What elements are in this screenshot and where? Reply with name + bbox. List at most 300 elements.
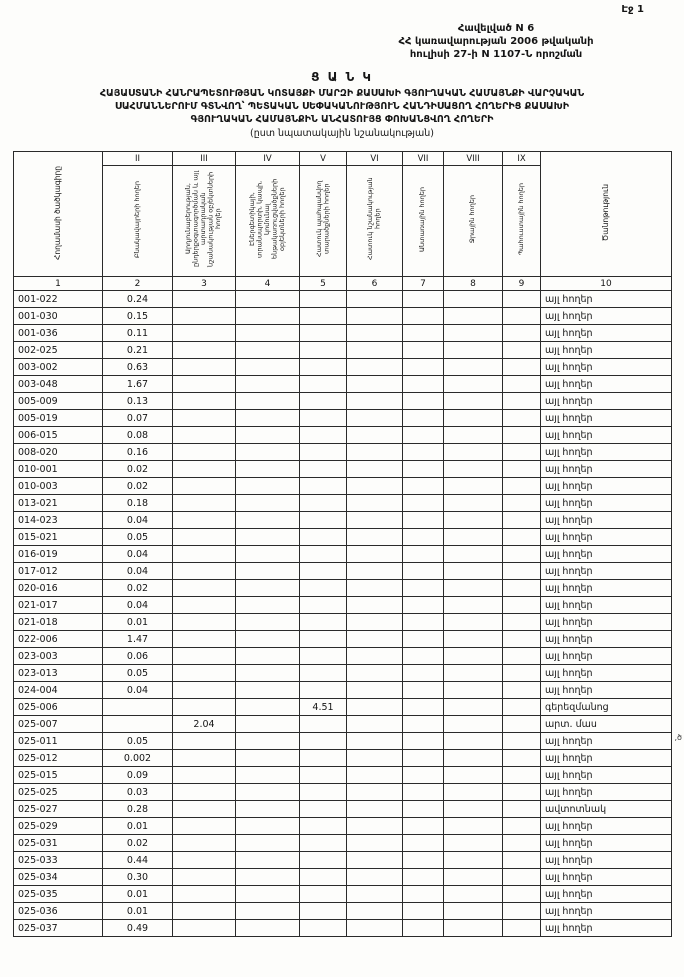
cell-area-col8	[444, 920, 503, 937]
cell-note: այլ հողեր	[541, 342, 672, 359]
cell-area-col2: 0.49	[103, 920, 173, 937]
cell-area-col2: 0.01	[103, 903, 173, 920]
cell-note: այլ հողեր	[541, 325, 672, 342]
cell-area-col7	[403, 648, 444, 665]
cell-area-col8	[444, 529, 503, 546]
cell-area-col6	[347, 716, 403, 733]
cell-note: այլ հողեր	[541, 733, 672, 750]
table-row	[14, 546, 672, 563]
cell-area-col2: 0.05	[103, 529, 173, 546]
cell-parcel-code: 001-036	[14, 325, 103, 342]
cell-area-col4	[236, 903, 300, 920]
cell-area-col8	[444, 291, 503, 308]
cell-area-col6	[347, 699, 403, 716]
cell-area-col5	[300, 427, 347, 444]
appendix-line: հուլիսի 27-ի N 1107-Ն որոշման	[409, 49, 583, 60]
cell-area-col5	[300, 648, 347, 665]
cell-area-col9	[503, 903, 541, 920]
cell-parcel-code: 025-027	[14, 801, 103, 818]
cell-area-col6	[347, 886, 403, 903]
cell-area-col6	[347, 733, 403, 750]
cell-note: այլ հողեր	[541, 903, 672, 920]
col-number: 1	[14, 277, 103, 291]
cell-area-col4	[236, 665, 300, 682]
cell-area-col4	[236, 750, 300, 767]
cell-note: ավտոտնակ	[541, 801, 672, 818]
cell-area-col3	[173, 495, 236, 512]
table-row	[14, 903, 672, 920]
cell-area-col3	[173, 427, 236, 444]
cell-area-col7	[403, 835, 444, 852]
cell-area-col8	[444, 597, 503, 614]
table-row	[14, 835, 672, 852]
cell-area-col5	[300, 478, 347, 495]
cell-area-col5	[300, 597, 347, 614]
cell-note: այլ հողեր	[541, 563, 672, 580]
cell-parcel-code: 003-048	[14, 376, 103, 393]
cell-area-col6	[347, 835, 403, 852]
cell-area-col8	[444, 801, 503, 818]
cell-area-col4	[236, 410, 300, 427]
cell-area-col9	[503, 376, 541, 393]
col-number: 10	[541, 277, 672, 291]
table-row	[14, 750, 672, 767]
cell-area-col5	[300, 325, 347, 342]
table-row	[14, 733, 672, 750]
cell-parcel-code: 025-015	[14, 767, 103, 784]
roman-numeral: VII	[403, 152, 444, 166]
cell-note: այլ հողեր	[541, 580, 672, 597]
cell-note: այլ հողեր	[541, 444, 672, 461]
cell-note: այլ հողեր	[541, 665, 672, 682]
cell-note: այլ հողեր	[541, 835, 672, 852]
cell-area-col7	[403, 512, 444, 529]
cell-area-col2: 0.04	[103, 512, 173, 529]
cell-area-col2: 0.09	[103, 767, 173, 784]
cell-note: այլ հողեր	[541, 461, 672, 478]
cell-area-col5	[300, 818, 347, 835]
cell-area-col3	[173, 529, 236, 546]
cell-area-col3	[173, 852, 236, 869]
cell-area-col7	[403, 376, 444, 393]
cell-area-col3	[173, 648, 236, 665]
cell-area-col7	[403, 784, 444, 801]
cell-area-col6	[347, 767, 403, 784]
cell-area-col6	[347, 376, 403, 393]
cell-area-col9	[503, 631, 541, 648]
cell-area-col9	[503, 682, 541, 699]
cell-area-col8	[444, 427, 503, 444]
cell-area-col5	[300, 308, 347, 325]
cell-area-col7	[403, 342, 444, 359]
cell-parcel-code: 025-012	[14, 750, 103, 767]
cell-area-col8	[444, 665, 503, 682]
cell-area-col9	[503, 393, 541, 410]
col-header-label: Անտառային հողեր	[418, 186, 427, 252]
cell-area-col7	[403, 886, 444, 903]
cell-area-col3	[173, 308, 236, 325]
cell-note: այլ հողեր	[541, 512, 672, 529]
cell-area-col7	[403, 869, 444, 886]
cell-area-col2: 0.11	[103, 325, 173, 342]
cell-parcel-code: 025-029	[14, 818, 103, 835]
cell-parcel-code: 013-021	[14, 495, 103, 512]
table-row	[14, 699, 672, 716]
title-block	[0, 0, 684, 139]
cell-area-col2: 0.04	[103, 546, 173, 563]
cell-area-col5	[300, 733, 347, 750]
col-header-reserve-lands	[503, 166, 541, 277]
cell-area-col8	[444, 580, 503, 597]
table-row	[14, 444, 672, 461]
cell-area-col7	[403, 801, 444, 818]
cell-area-col5	[300, 546, 347, 563]
table-row	[14, 631, 672, 648]
cell-note: այլ հողեր	[541, 529, 672, 546]
cell-area-col2: 0.15	[103, 308, 173, 325]
cell-area-col7	[403, 631, 444, 648]
table-row	[14, 580, 672, 597]
cell-area-col7	[403, 495, 444, 512]
cell-area-col4	[236, 529, 300, 546]
col-header-parcel-code-label: Հողամասի ծածկագիրը	[52, 165, 62, 260]
cell-area-col4	[236, 580, 300, 597]
col-number: 8	[444, 277, 503, 291]
table-row	[14, 512, 672, 529]
cell-area-col9	[503, 818, 541, 835]
cell-note: այլ հողեր	[541, 631, 672, 648]
cell-area-col8	[444, 495, 503, 512]
roman-numeral: III	[173, 152, 236, 166]
cell-area-col5: 4.51	[300, 699, 347, 716]
cell-parcel-code: 025-007	[14, 716, 103, 733]
cell-area-col3	[173, 461, 236, 478]
cell-area-col9	[503, 512, 541, 529]
table-row	[14, 308, 672, 325]
cell-area-col6	[347, 529, 403, 546]
cell-note: այլ հողեր	[541, 291, 672, 308]
cell-parcel-code: 022-006	[14, 631, 103, 648]
cell-area-col6	[347, 801, 403, 818]
cell-area-col9	[503, 461, 541, 478]
cell-area-col7	[403, 767, 444, 784]
cell-area-col3	[173, 801, 236, 818]
cell-area-col2: 0.02	[103, 478, 173, 495]
cell-area-col4	[236, 308, 300, 325]
cell-area-col2: 1.47	[103, 631, 173, 648]
cell-area-col6	[347, 427, 403, 444]
col-header-special-lands	[347, 166, 403, 277]
table-row	[14, 563, 672, 580]
cell-area-col6	[347, 342, 403, 359]
cell-area-col4	[236, 648, 300, 665]
cell-area-col6	[347, 852, 403, 869]
table-row	[14, 716, 672, 733]
cell-note: այլ հողեր	[541, 648, 672, 665]
cell-area-col3	[173, 903, 236, 920]
cell-area-col6	[347, 512, 403, 529]
cell-note: այլ հողեր	[541, 767, 672, 784]
cell-area-col4	[236, 342, 300, 359]
cell-area-col8	[444, 376, 503, 393]
cell-area-col7	[403, 818, 444, 835]
table-row	[14, 614, 672, 631]
cell-area-col3	[173, 376, 236, 393]
cell-area-col6	[347, 461, 403, 478]
table-row	[14, 682, 672, 699]
cell-area-col7	[403, 597, 444, 614]
cell-area-col7	[403, 444, 444, 461]
cell-area-col2: 0.02	[103, 580, 173, 597]
cell-area-col9	[503, 869, 541, 886]
cell-area-col2: 0.02	[103, 461, 173, 478]
col-number: 3	[173, 277, 236, 291]
doc-title-line: ՍԱՀՄԱՆՆԵՐՈՒՄ ԳՏՆՎՈՂ՝ ՊԵՏԱԿԱՆ ՍԵՓԱԿԱՆՈՒԹՅՈՒՆ ՀԱՆԴԻՍԱՑՈՂ ՀՈՂԵՐԻՑ ՔԱՍԱԽԻ	[114, 100, 570, 112]
cell-area-col3	[173, 750, 236, 767]
table-row	[14, 325, 672, 342]
cell-area-col4	[236, 869, 300, 886]
header-number-row	[14, 277, 672, 291]
cell-area-col9	[503, 767, 541, 784]
cell-area-col8	[444, 852, 503, 869]
doc-subtitle: (ըստ նպատակային նշանակության)	[250, 128, 434, 140]
cell-area-col9	[503, 563, 541, 580]
cell-area-col2: 0.01	[103, 818, 173, 835]
cell-area-col7	[403, 682, 444, 699]
cell-area-col7	[403, 308, 444, 325]
cell-area-col6	[347, 393, 403, 410]
cell-area-col8	[444, 886, 503, 903]
cell-area-col3: 2.04	[173, 716, 236, 733]
cell-area-col6	[347, 478, 403, 495]
cell-area-col5	[300, 767, 347, 784]
cell-area-col4	[236, 801, 300, 818]
cell-area-col4	[236, 478, 300, 495]
cell-area-col4	[236, 682, 300, 699]
col-header-settlement-lands	[103, 166, 173, 277]
cell-parcel-code: 005-019	[14, 410, 103, 427]
cell-area-col8	[444, 342, 503, 359]
cell-area-col8	[444, 546, 503, 563]
cell-area-col5	[300, 410, 347, 427]
col-number: 4	[236, 277, 300, 291]
col-header-water-lands	[444, 166, 503, 277]
cell-area-col3	[173, 784, 236, 801]
cell-area-col6	[347, 648, 403, 665]
cell-area-col3	[173, 682, 236, 699]
cell-note: այլ հողեր	[541, 597, 672, 614]
cell-parcel-code: 010-001	[14, 461, 103, 478]
cell-area-col7	[403, 529, 444, 546]
cell-parcel-code: 025-006	[14, 699, 103, 716]
cell-area-col2	[103, 716, 173, 733]
cell-area-col4	[236, 291, 300, 308]
cell-area-col4	[236, 614, 300, 631]
cell-area-col2: 0.16	[103, 444, 173, 461]
cell-area-col7	[403, 427, 444, 444]
cell-area-col7	[403, 614, 444, 631]
cell-area-col9	[503, 733, 541, 750]
cell-area-col8	[444, 767, 503, 784]
cell-area-col4	[236, 835, 300, 852]
cell-parcel-code: 023-003	[14, 648, 103, 665]
cell-area-col2: 0.13	[103, 393, 173, 410]
cell-area-col3	[173, 597, 236, 614]
cell-area-col2: 0.05	[103, 733, 173, 750]
cell-parcel-code: 001-022	[14, 291, 103, 308]
cell-parcel-code: 021-018	[14, 614, 103, 631]
cell-area-col7	[403, 733, 444, 750]
table-row	[14, 597, 672, 614]
cell-area-col3	[173, 920, 236, 937]
cell-note: այլ հողեր	[541, 546, 672, 563]
cell-area-col6	[347, 682, 403, 699]
cell-area-col2: 0.01	[103, 886, 173, 903]
cell-area-col8	[444, 818, 503, 835]
col-header-label: Բնակավայրերի հողեր	[132, 180, 141, 258]
table-row	[14, 291, 672, 308]
cell-area-col9	[503, 308, 541, 325]
cell-area-col3	[173, 767, 236, 784]
cell-area-col4	[236, 563, 300, 580]
cell-area-col5	[300, 886, 347, 903]
table-row	[14, 359, 672, 376]
cell-area-col3	[173, 818, 236, 835]
cell-area-col8	[444, 478, 503, 495]
cell-area-col3	[173, 869, 236, 886]
scan-artifact: ,ծ	[674, 733, 682, 742]
table-row	[14, 393, 672, 410]
table-row	[14, 784, 672, 801]
cell-area-col3	[173, 325, 236, 342]
cell-parcel-code: 008-020	[14, 444, 103, 461]
cell-note: այլ հողեր	[541, 750, 672, 767]
col-number: 9	[503, 277, 541, 291]
cell-area-col7	[403, 716, 444, 733]
cell-area-col9	[503, 852, 541, 869]
doc-caption: Ց Ա Ն Կ	[311, 70, 373, 84]
cell-area-col7	[403, 665, 444, 682]
cell-note: այլ հողեր	[541, 478, 672, 495]
cell-area-col8	[444, 750, 503, 767]
cell-area-col8	[444, 614, 503, 631]
table-row	[14, 427, 672, 444]
cell-area-col8	[444, 308, 503, 325]
cell-area-col8	[444, 869, 503, 886]
roman-numeral: II	[103, 152, 173, 166]
cell-area-col5	[300, 852, 347, 869]
cell-area-col3	[173, 699, 236, 716]
cell-area-col7	[403, 546, 444, 563]
cell-area-col5	[300, 495, 347, 512]
cell-area-col4	[236, 427, 300, 444]
cell-note: այլ հողեր	[541, 682, 672, 699]
cell-area-col6	[347, 903, 403, 920]
cell-area-col3	[173, 512, 236, 529]
cell-area-col4	[236, 767, 300, 784]
cell-note: այլ հողեր	[541, 359, 672, 376]
cell-note: այլ հողեր	[541, 376, 672, 393]
appendix-block	[326, 22, 666, 61]
cell-area-col2: 0.05	[103, 665, 173, 682]
table-row	[14, 461, 672, 478]
cell-parcel-code: 014-023	[14, 512, 103, 529]
cell-area-col9	[503, 495, 541, 512]
cell-area-col4	[236, 461, 300, 478]
roman-numeral: IX	[503, 152, 541, 166]
cell-area-col8	[444, 835, 503, 852]
cell-area-col3	[173, 631, 236, 648]
doc-title-line: ՀԱՅԱՍՏԱՆԻ ՀԱՆՐԱՊԵՏՈՒԹՅԱՆ ԿՈՏԱՅՔԻ ՄԱՐԶԻ ՔԱՍԱԽԻ ԳՅՈՒՂԱԿԱՆ ՀԱՄԱՅՆՔԻ ՎԱՐՉԱԿԱՆ	[99, 88, 585, 99]
cell-area-col3	[173, 563, 236, 580]
cell-area-col2: 0.21	[103, 342, 173, 359]
cell-area-col9	[503, 529, 541, 546]
cell-area-col8	[444, 682, 503, 699]
cell-area-col7	[403, 291, 444, 308]
cell-area-col6	[347, 359, 403, 376]
cell-note: այլ հողեր	[541, 495, 672, 512]
cell-area-col5	[300, 444, 347, 461]
cell-area-col6	[347, 665, 403, 682]
col-header-label: Արդյունաբերության, ընդերքօգտագործման և այլ արտադրական նշանակության օբյեկտների հողեր	[184, 171, 223, 268]
cell-parcel-code: 017-012	[14, 563, 103, 580]
cell-area-col2: 0.04	[103, 597, 173, 614]
cell-area-col5	[300, 529, 347, 546]
cell-area-col4	[236, 597, 300, 614]
table-row	[14, 818, 672, 835]
cell-area-col7	[403, 920, 444, 937]
cell-parcel-code: 001-030	[14, 308, 103, 325]
table-row	[14, 478, 672, 495]
table-row	[14, 410, 672, 427]
appendix-line: Հավելված N 6	[457, 23, 535, 34]
cell-area-col6	[347, 495, 403, 512]
cell-parcel-code: 025-033	[14, 852, 103, 869]
cell-area-col3	[173, 291, 236, 308]
cell-note: գերեզմանոց	[541, 699, 672, 716]
cell-area-col9	[503, 920, 541, 937]
cell-area-col9	[503, 886, 541, 903]
table-row	[14, 852, 672, 869]
cell-area-col8	[444, 631, 503, 648]
cell-area-col5	[300, 682, 347, 699]
cell-note: այլ հողեր	[541, 869, 672, 886]
cell-note: այլ հողեր	[541, 784, 672, 801]
col-header-forest-lands	[403, 166, 444, 277]
cell-parcel-code: 025-025	[14, 784, 103, 801]
cell-parcel-code: 025-036	[14, 903, 103, 920]
cell-area-col4	[236, 325, 300, 342]
cell-area-col9	[503, 291, 541, 308]
cell-area-col3	[173, 359, 236, 376]
cell-parcel-code: 020-016	[14, 580, 103, 597]
cell-area-col2: 0.07	[103, 410, 173, 427]
table-row	[14, 920, 672, 937]
cell-area-col7	[403, 903, 444, 920]
cell-note: այլ հողեր	[541, 818, 672, 835]
cell-area-col5	[300, 376, 347, 393]
col-header-label: Պահուստային հողեր	[516, 183, 525, 256]
table-row	[14, 648, 672, 665]
page-number: Էջ 1	[621, 4, 644, 15]
cell-area-col5	[300, 359, 347, 376]
cell-area-col6	[347, 631, 403, 648]
cell-area-col7	[403, 478, 444, 495]
roman-numeral: IV	[236, 152, 300, 166]
col-header-label: Էներգետիկայի, տրանսպորտի, կապի, կոմունալ ենթակառուցվածքների օբյեկտների հողեր	[247, 179, 286, 260]
col-header-note	[541, 152, 672, 277]
cell-area-col6	[347, 563, 403, 580]
